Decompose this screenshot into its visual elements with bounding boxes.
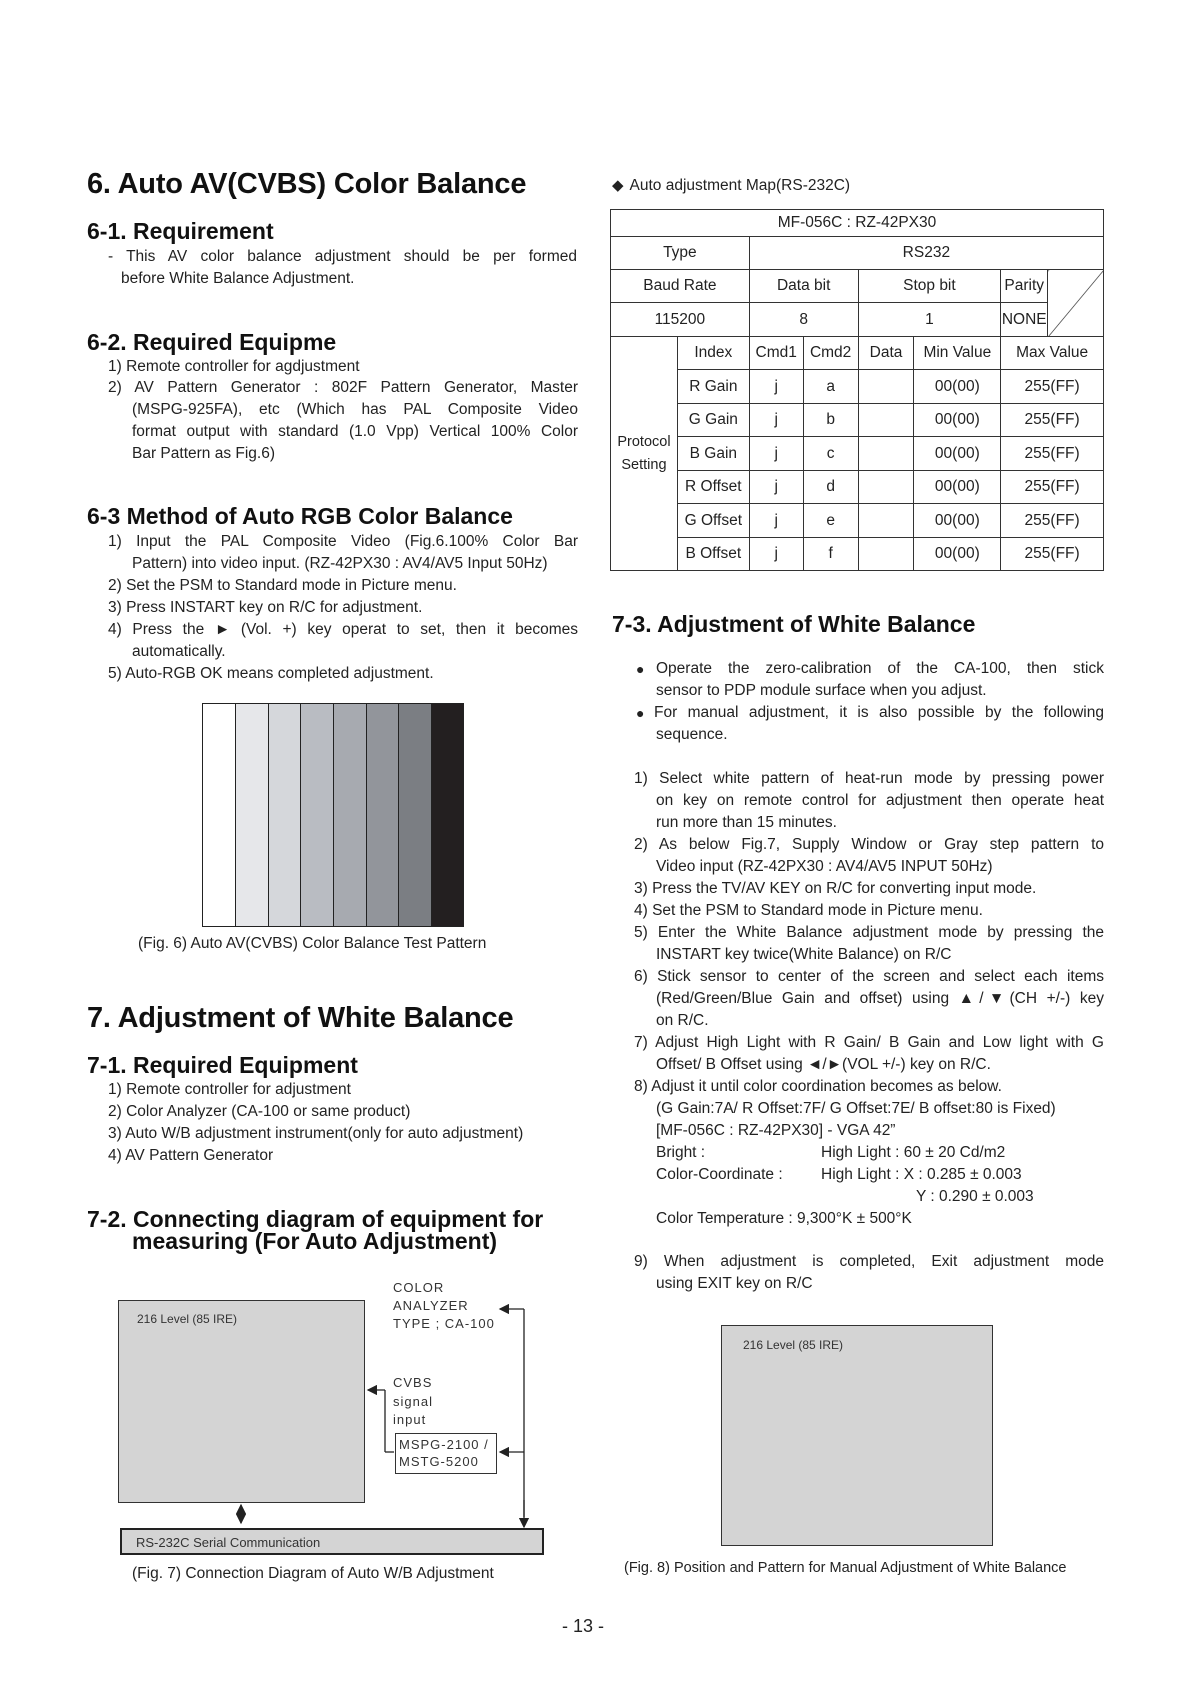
map-cell: G Gain [677, 404, 749, 437]
map-cell: e [803, 504, 858, 538]
fig7-generator-label-line1: MSPG-2100 / [399, 1437, 489, 1452]
bullet-text: For manual adjustment, it is also possible by the following [654, 704, 1104, 721]
step-line: on R/C. [656, 1012, 709, 1029]
section-7-1-item: 4) AV Pattern Generator [108, 1147, 274, 1164]
map-cell: 00(00) [914, 538, 1001, 571]
step-line: on key on remote control for adjustment then operate heat [656, 792, 1104, 809]
map-cell: 255(FF) [1001, 437, 1104, 471]
section-6-3-item: automatically. [132, 643, 226, 660]
map-header-cell: Min Value [914, 337, 1001, 370]
section-6-3-item: 3) Press INSTART key on R/C for adjustment. [108, 599, 423, 616]
fig7-caption: (Fig. 7) Connection Diagram of Auto W/B Adjustment [132, 1565, 494, 1582]
fig7-screen-label: 216 Level (85 IRE) [137, 1312, 238, 1326]
section-7-1-item: 2) Color Analyzer (CA-100 or same product) [108, 1103, 411, 1120]
map-header-cell: Index [677, 337, 749, 370]
map-cell: d [803, 471, 858, 504]
map-cell: B Offset [677, 538, 749, 571]
map-databit-label: Data bit [749, 270, 858, 303]
step-line: Color Temperature : 9,300°K ± 500°K [656, 1210, 912, 1227]
map-cell: j [749, 370, 803, 404]
section-7-title: 7. Adjustment of White Balance [87, 1002, 514, 1034]
page-number: - 13 - [562, 1616, 605, 1636]
step-line: High Light : X : 0.285 ± 0.003 [821, 1166, 1022, 1183]
fig8-screen-panel [721, 1325, 993, 1546]
rs232-adjustment-map-table [610, 209, 1104, 571]
map-cell [858, 504, 914, 538]
map-row [611, 504, 1104, 538]
step-line: 4) Set the PSM to Standard mode in Picture menu. [634, 902, 983, 919]
map-cell: 00(00) [914, 404, 1001, 437]
section-7-1-item: 3) Auto W/B adjustment instrument(only for auto adjustment) [108, 1125, 524, 1142]
section-6-3-item: Pattern) into video input. (RZ-42PX30 : AV4/AV5 Input 50Hz) [132, 555, 548, 572]
map-parity-label: Parity [1001, 270, 1048, 303]
map-cell [858, 471, 914, 504]
map-cell: B Gain [677, 437, 749, 471]
section-6-2-item: (MSPG-925FA), etc (Which has PAL Composite Video [132, 401, 578, 418]
map-header-cell: Cmd1 [749, 337, 803, 370]
section-6-1-text-line1: - This AV color balance adjustment should be per formed [108, 248, 577, 265]
map-baud-label: Baud Rate [611, 270, 750, 303]
step-line: (G Gain:7A/ R Offset:7F/ G Offset:7E/ B offset:80 is Fixed) [656, 1100, 1056, 1117]
section-6-3-item: 2) Set the PSM to Standard mode in Picture menu. [108, 577, 457, 594]
map-cell: j [749, 437, 803, 471]
step-line: 5) Enter the White Balance adjustment mode by pressing the [634, 924, 1104, 941]
section-6-3-item: 1) Input the PAL Composite Video (Fig.6.100% Color Bar [108, 533, 578, 550]
map-databit-value: 8 [749, 303, 858, 337]
map-cell: 00(00) [914, 370, 1001, 404]
step-line: run more than 15 minutes. [656, 814, 837, 831]
fig7-analyzer-label-line1: COLOR [393, 1280, 445, 1295]
step-line: 9) When adjustment is completed, Exit adjustment mode [634, 1253, 1104, 1270]
fig7-cvbs-label-line2: signal [393, 1394, 433, 1409]
map-cell: 00(00) [914, 504, 1001, 538]
map-protocol-cell [611, 337, 678, 571]
fig7-cvbs-label-line1: CVBS [393, 1375, 433, 1390]
map-cell: 255(FF) [1001, 404, 1104, 437]
map-cell: 255(FF) [1001, 538, 1104, 571]
fig8-screen-label: 216 Level (85 IRE) [743, 1338, 844, 1352]
map-cell: c [803, 437, 858, 471]
map-cell: 255(FF) [1001, 370, 1104, 404]
diamond-bullet-icon: ◆ [612, 177, 624, 194]
section-6-1-text-line2: before White Balance Adjustment. [121, 270, 355, 287]
section-7-3-title: 7-3. Adjustment of White Balance [612, 611, 976, 637]
map-cell [858, 404, 914, 437]
step-line: INSTART key twice(White Balance) on R/C [656, 946, 952, 963]
map-row [611, 437, 1104, 471]
step-line: 7) Adjust High Light with R Gain/ B Gain and Low light with G [634, 1034, 1104, 1051]
map-row [611, 370, 1104, 404]
map-cell: R Offset [677, 471, 749, 504]
map-protocol-line1: Protocol [617, 433, 671, 450]
map-cell [858, 437, 914, 471]
section-6-2-item: 1) Remote controller for agdjustment [108, 358, 360, 375]
bullet-text: Operate the zero-calibration of the CA-100, then stick [656, 660, 1104, 677]
section-6-3-item: 5) Auto-RGB OK means completed adjustment. [108, 665, 434, 682]
fig7-cvbs-label-line3: input [393, 1412, 427, 1427]
map-header-cell: Max Value [1001, 337, 1104, 370]
map-cell: j [749, 471, 803, 504]
step-line: [MF-056C : RZ-42PX30] - VGA 42” [656, 1122, 896, 1139]
map-cell: j [749, 504, 803, 538]
step-line: using EXIT key on R/C [656, 1275, 813, 1292]
step-line: Y : 0.290 ± 0.003 [916, 1188, 1034, 1205]
section-6-2-item: Bar Pattern as Fig.6) [132, 445, 276, 462]
step-line: 8) Adjust it until color coordination becomes as below. [634, 1078, 1002, 1095]
fig7-rs232-label: RS-232C Serial Communication [136, 1535, 321, 1550]
step-line: 2) As below Fig.7, Supply Window or Gray step pattern to [634, 836, 1104, 853]
step-line: High Light : 60 ± 20 Cd/m2 [821, 1144, 1006, 1161]
section-6-2-item: 2) AV Pattern Generator : 802F Pattern Generator, Master [108, 379, 578, 396]
step-line: Color-Coordinate : [656, 1166, 783, 1183]
section-6-3-item: 4) Press the ► (Vol. +) key operat to set, then it becomes [108, 621, 578, 638]
map-row [611, 471, 1104, 504]
map-diagonal-cell [1048, 270, 1104, 337]
map-row [611, 404, 1104, 437]
step-line: 3) Press the TV/AV KEY on R/C for converting input mode. [634, 880, 1037, 897]
step-line: Offset/ B Offset using ◄/►(VOL +/-) key on R/C. [656, 1056, 991, 1073]
map-title [612, 175, 850, 197]
bullet-text: sequence. [656, 726, 728, 743]
step-line: (Red/Green/Blue Gain and offset) using ▲/▼(CH +/-) key [656, 990, 1104, 1007]
section-6-3-title: 6-3 Method of Auto RGB Color Balance [87, 503, 513, 529]
map-cell: j [749, 538, 803, 571]
map-type-value: RS232 [749, 237, 1103, 270]
map-cell: 255(FF) [1001, 504, 1104, 538]
map-title-text: Auto adjustment Map(RS-232C) [629, 177, 851, 194]
map-cell: a [803, 370, 858, 404]
fig7-analyzer-label-line2: ANALYZER [393, 1298, 469, 1313]
step-line: 1) Select white pattern of heat-run mode by pressing power [634, 770, 1104, 787]
step-line: Video input (RZ-42PX30 : AV4/AV5 INPUT 50Hz) [656, 858, 993, 875]
map-row [611, 538, 1104, 571]
section-7-2-title-line2: measuring (For Auto Adjustment) [132, 1228, 498, 1254]
map-cell [858, 370, 914, 404]
map-type-label: Type [611, 237, 750, 270]
map-cell: b [803, 404, 858, 437]
section-7-1-title: 7-1. Required Equipment [87, 1052, 358, 1078]
section-6-1-title: 6-1. Requirement [87, 218, 274, 244]
bullet-dot-icon: ● [636, 705, 645, 721]
section-6-title: 6. Auto AV(CVBS) Color Balance [87, 168, 527, 200]
map-parity-value: NONE [1001, 303, 1048, 337]
map-cell: j [749, 404, 803, 437]
map-model-cell: MF-056C : RZ-42PX30 [611, 210, 1104, 237]
fig7-generator-label-line2: MSTG-5200 [399, 1454, 479, 1469]
map-cell: 00(00) [914, 471, 1001, 504]
map-protocol-line2: Setting [621, 456, 667, 473]
map-cell: 00(00) [914, 437, 1001, 471]
map-cell: 255(FF) [1001, 471, 1104, 504]
fig7-analyzer-label-line3: TYPE ; CA-100 [393, 1316, 495, 1331]
bullet-dot-icon: ● [636, 661, 645, 677]
fig6-caption: (Fig. 6) Auto AV(CVBS) Color Balance Test Pattern [138, 935, 487, 952]
map-cell: R Gain [677, 370, 749, 404]
map-cell: f [803, 538, 858, 571]
map-header-cell: Cmd2 [803, 337, 858, 370]
map-baud-value: 115200 [611, 303, 750, 337]
section-6-2-title: 6-2. Required Equipme [87, 329, 337, 355]
step-line: Bright : [656, 1144, 706, 1161]
step-line: 6) Stick sensor to center of the screen and select each items [634, 968, 1104, 985]
map-cell: G Offset [677, 504, 749, 538]
map-stopbit-label: Stop bit [858, 270, 1001, 303]
map-stopbit-value: 1 [858, 303, 1001, 337]
map-cell [858, 538, 914, 571]
bullet-text: sensor to PDP module surface when you adjust. [656, 682, 987, 699]
map-header-cell: Data [858, 337, 914, 370]
section-6-2-item: format output with standard (1.0 Vpp) Vertical 100% Color [132, 423, 578, 440]
fig8-caption: (Fig. 8) Position and Pattern for Manual Adjustment of White Balance [624, 1560, 1067, 1576]
section-7-2-title-line1: 7-2. Connecting diagram of equipment for [87, 1206, 544, 1232]
section-7-1-item: 1) Remote controller for adjustment [108, 1081, 351, 1098]
